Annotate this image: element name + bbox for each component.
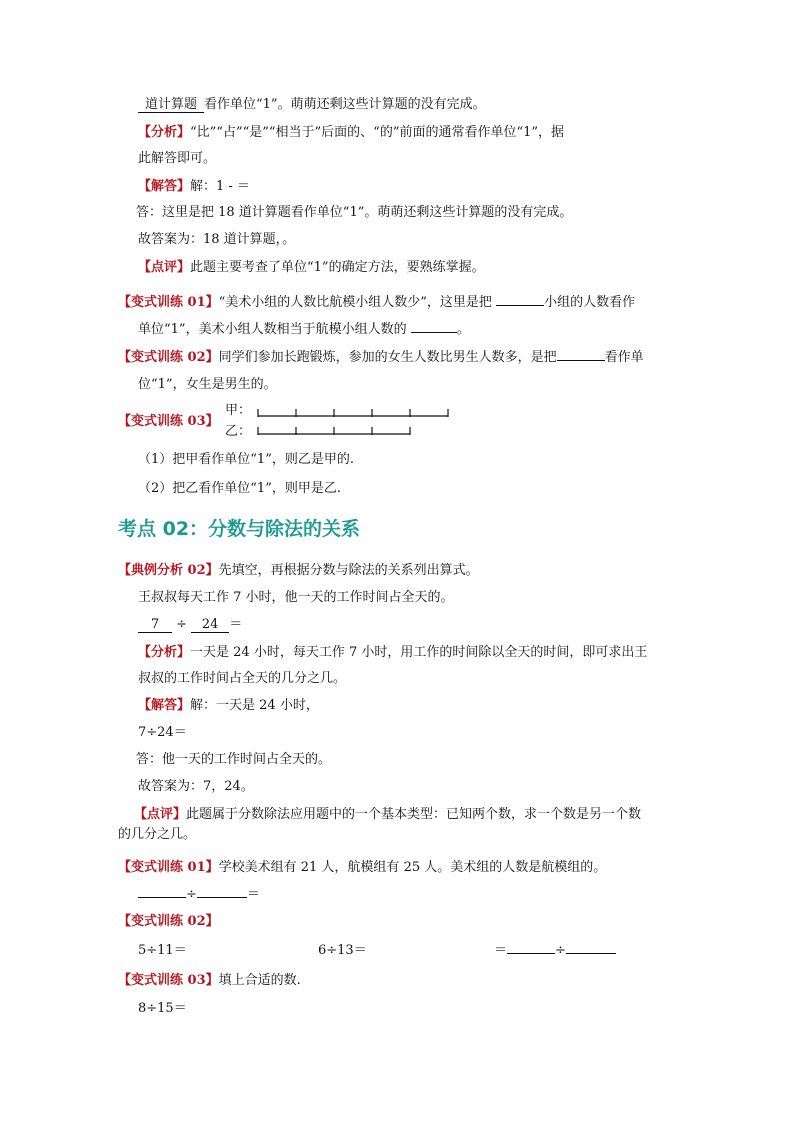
variant-text: 单位“1”，美术小组人数相当于航模小组人数的 [138,322,407,337]
expr-6-div-13: 6÷13＝ [318,943,367,958]
variant-02-line-2: 位“1”，女生是男生的。 [138,377,277,392]
answer-text: 解：一天是 24 小时， [190,698,319,713]
expr-8-div-15: 8÷15＝ [138,1001,187,1016]
variant-text: 同学们参加长跑锻炼，参加的女生人数比男生人数多，是把 [218,350,557,365]
yi-bar [258,427,410,435]
answer-text: 解：1 - ＝ [190,179,250,194]
jia-label: 甲： [225,403,252,418]
variant-text: 填上合适的数. [218,973,301,988]
blank [566,953,616,954]
comment-line [138,259,485,277]
example-answer [138,697,319,715]
example-final: 故答案为：7，24。 [138,779,254,794]
divide-sign: ÷ [555,943,566,958]
variant-tag: 【变式训练 02】 [118,914,219,929]
blank-answer: 7 [138,617,172,633]
variant-01-line-1 [118,294,635,312]
answer-tag: 【解答】 [138,179,191,194]
variant-text: 小组的人数看作 [544,295,636,310]
blank [496,305,544,306]
comment-text: 此题属于分数除法应用题中的一个基本类型：已知两个数，求一个数是另一个数 [186,807,642,822]
variant-tag: 【变式训练 03】 [118,414,219,429]
equals-sign: ＝ [229,617,243,632]
section-heading: 考点 02：分数与除法的关系 [118,518,361,540]
equals-sign: ＝ [246,887,260,902]
example-text: 先填空，再根据分数与除法的关系列出算式。 [218,563,479,578]
variant-text: 。 [456,322,470,337]
expr-blank-division [494,942,616,960]
example-problem: 王叔叔每天工作 7 小时，他一天的工作时间占全天的。 [138,590,454,605]
final-answer-line: 故答案为：18 道计算题，。 [138,232,296,247]
example-comment-1 [134,806,641,824]
blank [507,953,555,954]
variant2-01-division [138,886,260,904]
comment-text: 此题主要考查了单位“1”的确定方法，要熟练掌握。 [190,260,485,275]
variant-text: “美术小组的人数比航模小组人数少”，这里是把 [218,295,492,310]
jia-bar [258,409,448,417]
example-comment-2: 的几分之几。 [118,827,197,842]
variant2-02-tag [118,913,219,931]
comment-tag: 【点评】 [134,807,187,822]
analysis-text: “比”“占”“是”“相当于”后面的、“的”前面的通常看作单位“1”，据 [190,125,565,140]
carryover-line [138,96,486,114]
variant-01-line-2 [138,321,470,339]
example-tag: 【典例分析 02】 [118,563,219,578]
answer-line [138,178,250,196]
example-analysis-1 [138,644,647,662]
segment-diagram [254,402,454,442]
reply-line: 答：这里是把 18 道计算题看作单位“1”。萌萌还剩这些计算题的没有完成。 [136,205,573,220]
analysis-line-1 [138,124,564,142]
example-intro [118,562,479,580]
example-calc: 7÷24＝ [138,725,187,740]
blank [411,332,457,333]
analysis-text: 一天是 24 小时，每天工作 7 小时，用工作的时间除以全天的时间，即可求出王 [190,645,648,660]
variant-02-line-1 [118,349,644,367]
blank [138,897,186,898]
blank [197,897,247,898]
example-analysis-2: 叔叔的工作时间占全天的几分之几。 [138,671,347,686]
blank [557,360,605,361]
variant-tag: 【变式训练 01】 [118,860,219,875]
divide-sign: ÷ [176,617,188,632]
divide-sign: ÷ [186,887,197,902]
analysis-line-2: 此解答即可。 [138,151,217,166]
variant2-03 [118,972,301,990]
variant2-01 [118,859,606,877]
example-reply: 答：他一天的工作时间占全天的。 [136,752,332,767]
equals-sign: ＝ [494,943,508,958]
analysis-tag: 【分析】 [138,645,191,660]
variant-text: 学校美术组有 21 人，航模组有 25 人。美术组的人数是航模组的。 [218,860,607,875]
blank-answer: 24 [191,617,229,633]
variant-03-q1: （1）把甲看作单位“1”，则乙是甲的. [138,452,354,467]
variant-03-q2: （2）把乙看作单位“1”，则甲是乙. [138,481,341,496]
yi-label: 乙： [225,424,252,439]
analysis-tag: 【分析】 [138,125,191,140]
variant-tag: 【变式训练 03】 [118,973,219,988]
variant-text: 看作单 [604,350,644,365]
expr-5-div-11: 5÷11＝ [138,943,187,958]
example-division [138,616,242,634]
variant-03-tag [118,413,219,431]
comment-tag: 【点评】 [138,260,191,275]
variant-tag: 【变式训练 02】 [118,350,219,365]
carryover-text: 看作单位“1”。萌萌还剩这些计算题的没有完成。 [204,97,486,112]
variant-tag: 【变式训练 01】 [118,295,219,310]
answer-tag: 【解答】 [138,698,191,713]
blank-answer: 道计算题 [138,97,204,113]
